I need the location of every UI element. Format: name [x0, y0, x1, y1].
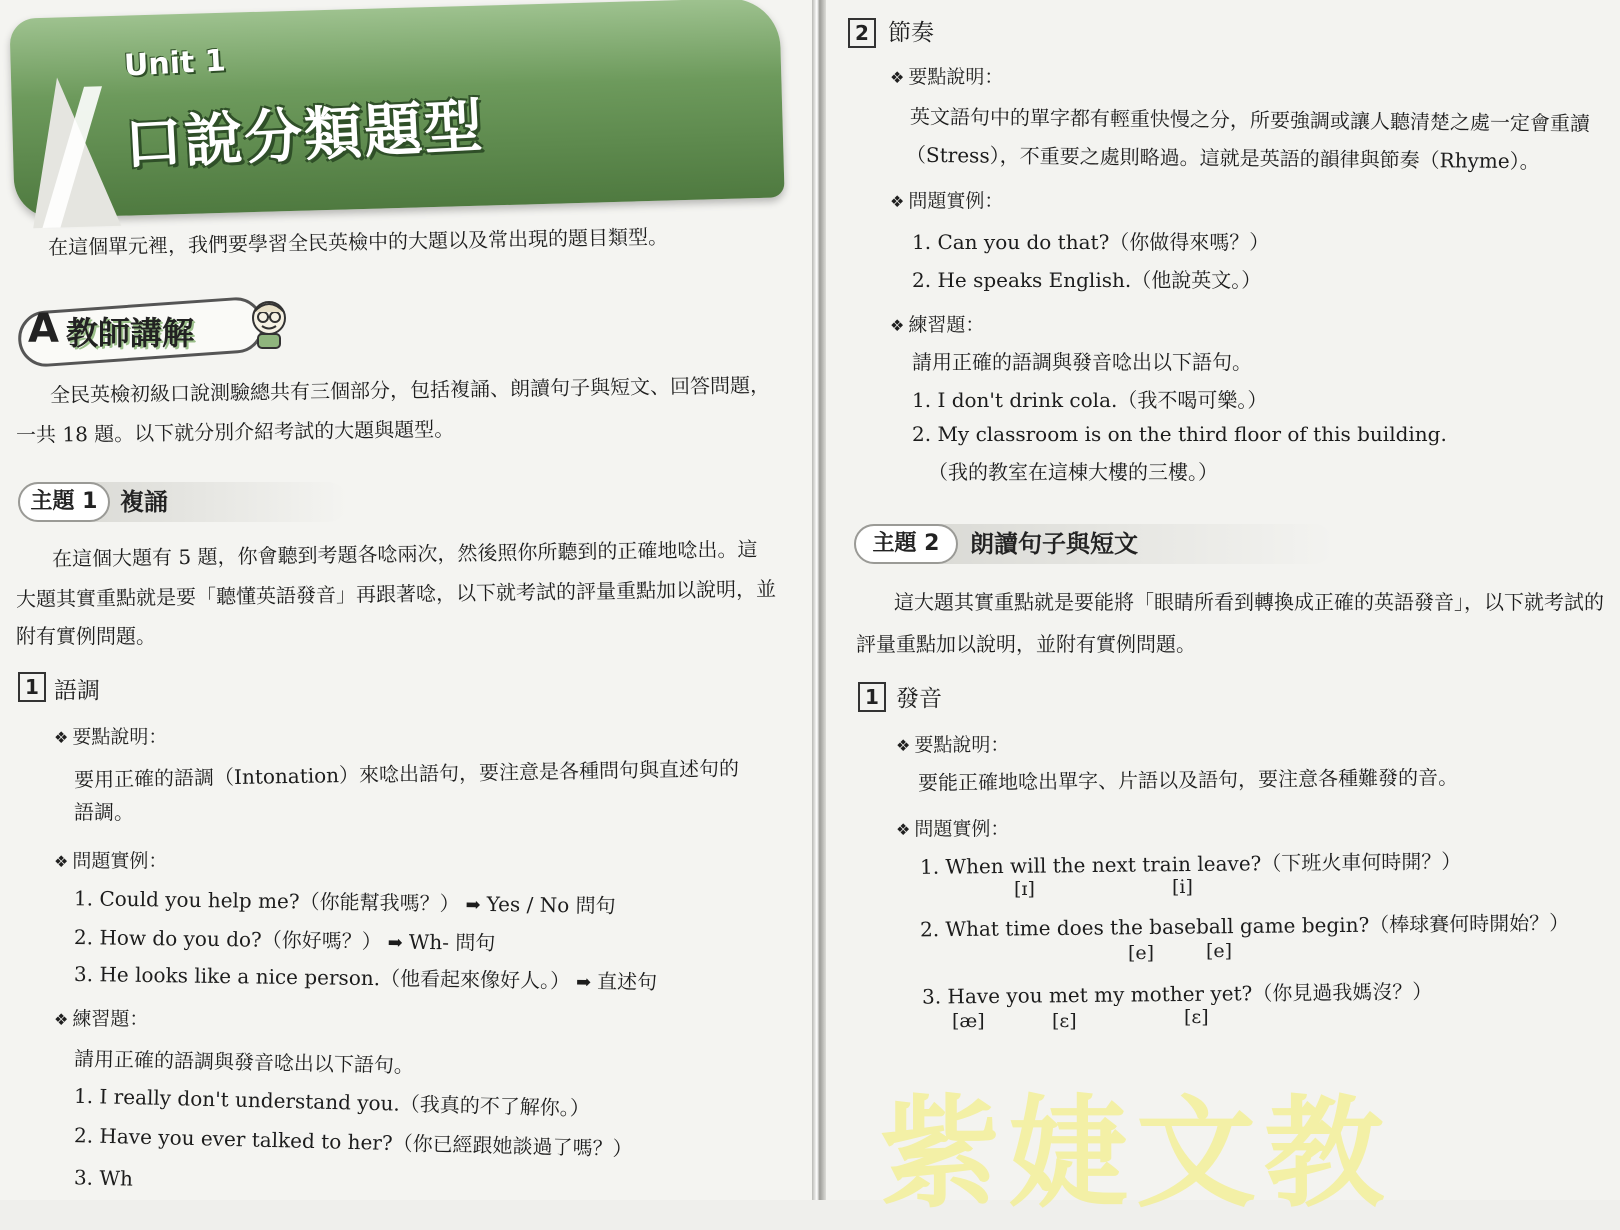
topic-2-title: 朗讀句子與短文 [970, 530, 1138, 558]
key-point-label: ❖ 要點說明： [896, 734, 1010, 756]
arrow-right-icon: ➡ [465, 894, 481, 916]
example-item-1: 1. Could you help me?（你能幫我嗎？） ➡ Yes / No 問句 [73, 886, 616, 918]
diamond-bullet-icon: ❖ [54, 728, 69, 747]
ipa-symbol: [æ] [952, 1010, 985, 1032]
key-point-line-1: 要用正確的語調（Intonation）來唸出語句，要注意是各種問句與直述句的 [73, 756, 740, 792]
practice-item-3: 3. Wh [73, 1165, 134, 1191]
practice-label: ❖ 練習題： [54, 1008, 149, 1030]
section-title: 發音 [896, 686, 942, 712]
key-point-line-2: （Stress），不重要之處則略過。這就是英語的韻律與節奏（Rhyme）。 [905, 142, 1540, 174]
pronunciation-example-1: 1. When will the next train leave?（下班火車何時開？） [919, 849, 1462, 879]
teacher-badge-label: 教師講解 [66, 314, 195, 352]
key-point-label: ❖ 要點說明： [890, 66, 1004, 88]
practice-item-1: 1. I don't drink cola.（我不喝可樂。） [912, 388, 1268, 412]
teacher-badge [14, 296, 304, 358]
diamond-bullet-icon: ❖ [890, 316, 905, 335]
topic-1-text-line-2: 大題其實重點就是要「聽懂英語發音」再跟著唸，以下就考試的評量重點加以說明，並 [15, 576, 777, 612]
topic-2-header [854, 524, 1334, 564]
book-gutter [812, 0, 826, 1200]
section-number-box: 2 [848, 18, 876, 48]
practice-item-2: 2. Have you ever talked to her?（你已經跟她談過了嗎？） [73, 1123, 633, 1161]
publisher-watermark: 紫婕文教 [880, 1085, 1392, 1224]
section-number-box: 1 [858, 682, 886, 712]
topic-1-header [18, 482, 348, 522]
practice-label: ❖ 練習題： [890, 314, 985, 336]
ipa-symbol: [ɪ] [1014, 878, 1035, 900]
section-title: 節奏 [888, 20, 934, 46]
left-page [0, 0, 812, 1200]
diamond-bullet-icon: ❖ [890, 68, 905, 87]
ipa-symbol: [e] [1206, 940, 1233, 962]
right-page [826, 0, 1620, 1200]
example-item-2: 2. How do you do?（你好嗎？） ➡ Wh- 問句 [73, 925, 496, 955]
example-label: ❖ 問題實例： [890, 190, 1004, 212]
diamond-bullet-icon: ❖ [54, 852, 69, 871]
topic-2-text-line-1: 這大題其實重點就是要能將「眼睛所看到轉換成正確的英語發音」，以下就考試的 [894, 590, 1604, 614]
section-number-box: 1 [18, 672, 46, 702]
topic-2-pill: 主題 2 [854, 524, 958, 564]
example-label: ❖ 問題實例： [896, 818, 1010, 840]
example-item-1: 1. Can you do that?（你做得來嗎？） [912, 230, 1270, 254]
practice-item-2: 2. My classroom is on the third floor of this building. [912, 422, 1447, 446]
key-point-line-1: 英文語句中的單字都有輕重快慢之分，所要強調或讓人聽清楚之處一定會重讀 [909, 104, 1591, 136]
practice-item-1: 1. I really don't understand you.（我真的不了解你。） [73, 1083, 591, 1121]
diamond-bullet-icon: ❖ [896, 820, 911, 839]
ipa-symbol: [e] [1128, 942, 1155, 964]
key-point-label: ❖ 要點說明： [54, 726, 168, 748]
example-item-3: 3. He looks like a nice person.（他看起來像好人。） ➡ 直述句 [73, 961, 658, 995]
arrow-right-icon: ➡ [575, 971, 592, 994]
practice-item-2-translation: （我的教室在這棟大樓的三樓。） [928, 460, 1218, 484]
pronunciation-example-3: 3. Have you met my mother yet?（你見過我媽沒？） [921, 979, 1433, 1009]
topic-1-text-line-3: 附有實例問題。 [16, 624, 156, 648]
unit-title: 口說分類題型 [122, 91, 486, 179]
diamond-bullet-icon: ❖ [896, 736, 911, 755]
arrow-right-icon: ➡ [387, 932, 403, 954]
overview-line-1: 全民英檢初級口說測驗總共有三個部分，包括複誦、朗讀句子與短文、回答問題， [49, 372, 771, 408]
key-point-line: 要能正確地唸出單字、片語以及語句，要注意各種難發的音。 [917, 765, 1459, 795]
diamond-bullet-icon: ❖ [54, 1010, 69, 1029]
pronunciation-example-2: 2. What time does the baseball game begin?（棒球賽何時開始？） [919, 910, 1570, 942]
ipa-symbol: [i] [1172, 876, 1193, 898]
topic-1-text-line-1: 在這個大題有 5 題，你會聽到考題各唸兩次，然後照你所聽到的正確地唸出。這 [51, 537, 758, 571]
key-point-line-2: 語調。 [74, 800, 134, 824]
ipa-symbol: [ɛ] [1052, 1010, 1077, 1032]
section-title: 語調 [54, 678, 100, 704]
topic-1-title: 複誦 [120, 488, 168, 516]
example-label: ❖ 問題實例： [54, 850, 168, 872]
diamond-bullet-icon: ❖ [890, 192, 905, 211]
practice-intro: 請用正確的語調與發音唸出以下語句。 [73, 1046, 415, 1078]
overview-line-2: 一共 18 題。以下就分別介紹考試的大題與題型。 [15, 416, 455, 448]
unit-label: Unit 1 [123, 43, 227, 84]
teacher-cartoon-icon [242, 296, 296, 350]
topic-2-text-line-2: 評量重點加以說明，並附有實例問題。 [856, 632, 1196, 656]
example-item-2: 2. He speaks English.（他說英文。） [912, 268, 1262, 292]
topic-1-pill: 主題 1 [18, 482, 110, 522]
practice-intro: 請用正確的語調與發音唸出以下語句。 [912, 350, 1252, 374]
intro-text: 在這個單元裡，我們要學習全民英檢中的大題以及常出現的題目類型。 [47, 224, 669, 260]
teacher-badge-letter: A [28, 306, 59, 352]
ipa-symbol: [ɛ] [1184, 1006, 1209, 1028]
